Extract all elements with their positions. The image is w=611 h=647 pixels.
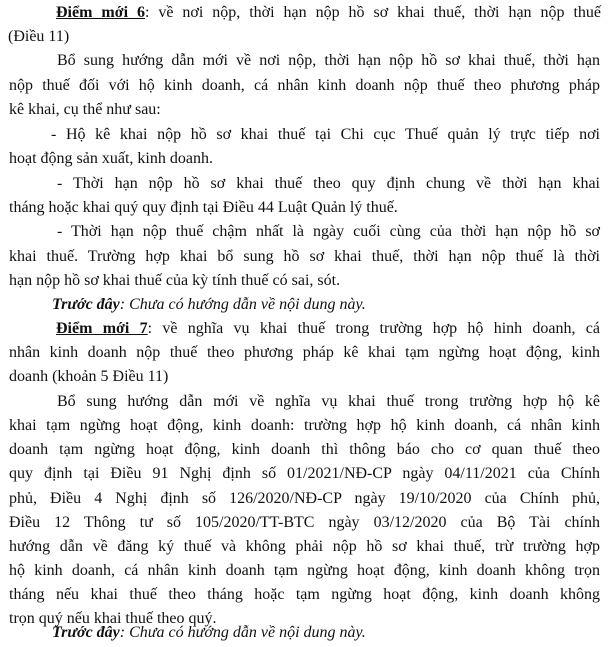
point-7-para-line-10: trọn quý nếu khai thuế theo quý.: [9, 610, 217, 627]
point-6-para-line-2: nộp thuế đối với hộ kinh doanh, cá nhân kinh doanh nộp thuế theo phương pháp: [9, 77, 600, 94]
point-6-bullet-3-line-1: - Thời hạn nộp thuế chậm nhất là ngày cuối cùng của thời hạn nộp hồ sơ: [57, 223, 600, 240]
point-6-para-line-1: Bổ sung hướng dẫn mới về nơi nộp, thời hạn nộp hồ sơ khai thuế, thời hạn: [57, 52, 600, 69]
point-7-previous-note: [0, 620, 611, 646]
point-7-para-line-5: phủ, Điều 4 Nghị định số 126/2020/NĐ-CP ngày 19/10/2020 của Chính phủ,: [9, 490, 600, 507]
point-6-heading-line-1: [0, 0, 601, 26]
point-6-heading-text-1: : về nơi nộp, thời hạn nộp hồ sơ khai thuế, thời hạn nộp thuế: [144, 4, 601, 21]
point-7-para-line-2: khai tạm ngừng hoạt động, kinh doanh: trường hợp hộ kinh doanh, cá nhân kinh: [9, 417, 600, 434]
point-6-bullet-3-line-2: khai thuế. Trường hợp khai bổ sung hồ sơ khai thuế, thời hạn nộp thuế là thời: [9, 248, 600, 265]
point-7-heading-line-3: doanh (khoản 5 Điều 11): [9, 368, 169, 385]
point-7-previous-text: : Chưa có hướng dẫn về nội dung này.: [119, 624, 366, 641]
point-6-bullet-2-line-2: tháng hoặc khai quý quy định tại Điều 44 Luật Quản lý thuế.: [9, 199, 398, 216]
point-7-heading-text-1: : về nghĩa vụ khai thuế trong trường hợp hộ hinh doanh, cá: [147, 320, 601, 337]
point-7-para-line-7: hướng dẫn về đăng ký thuế và không phải nộp hồ sơ khai thuế, trừ trường hợp: [9, 538, 600, 555]
point-6-label: Điểm mới 6: [56, 4, 145, 21]
point-6-previous-text: : Chưa có hướng dẫn về nội dung này.: [119, 296, 366, 313]
point-7-para-line-8: hộ kinh doanh, cá nhân kinh doanh tạm ngừng hoạt động, kinh doanh không trọn: [9, 562, 600, 579]
point-6-bullet-1-line-1: - Hộ kê khai nộp hồ sơ khai thuế tại Chi cục Thuế quản lý trực tiếp nơi: [51, 126, 600, 143]
point-7-para-line-3: doanh tạm ngừng hoạt động, kinh doanh thì thông báo cho cơ quan thuế theo: [9, 441, 600, 458]
point-6-para-line-3: kê khai, cụ thể như sau:: [9, 101, 161, 118]
point-7-heading-line-1: [0, 316, 600, 342]
point-6-previous-label: Trước đây: [52, 296, 120, 313]
point-6-heading-line-2: (Điều 11): [8, 28, 70, 45]
point-6-previous-note: [0, 292, 611, 318]
point-6-bullet-2-line-1: - Thời hạn nộp hồ sơ khai thuế theo quy định chung về thời hạn khai: [57, 175, 600, 192]
point-7-heading-line-2: nhân kinh doanh nộp thuế theo phương pháp kê khai tạm ngừng hoạt động, kinh: [9, 344, 600, 361]
point-7-para-line-9: tháng nếu khai thuế theo tháng hoặc tạm ngừng hoạt động, kinh doanh không: [9, 586, 600, 603]
point-7-label: Điểm mới 7: [56, 320, 148, 337]
point-7-previous-label: Trước đây: [52, 624, 120, 641]
point-7-para-line-4: quy định tại Điều 91 Nghị định số 01/2021/NĐ-CP ngày 04/11/2021 của Chính: [9, 465, 600, 482]
point-7-para-line-6: Điều 12 Thông tư số 105/2020/TT-BTC ngày 03/12/2020 của Bộ Tài chính: [9, 514, 600, 531]
point-6-bullet-3-line-3: hạn nộp hồ sơ khai thuế của kỳ tính thuế có sai, sót.: [9, 272, 341, 289]
point-6-bullet-1-line-2: hoạt động sản xuất, kinh doanh.: [9, 150, 213, 167]
point-7-para-line-1: Bổ sung hướng dẫn mới về nghĩa vụ khai thuế trong trường hợp hộ kê: [57, 393, 600, 410]
